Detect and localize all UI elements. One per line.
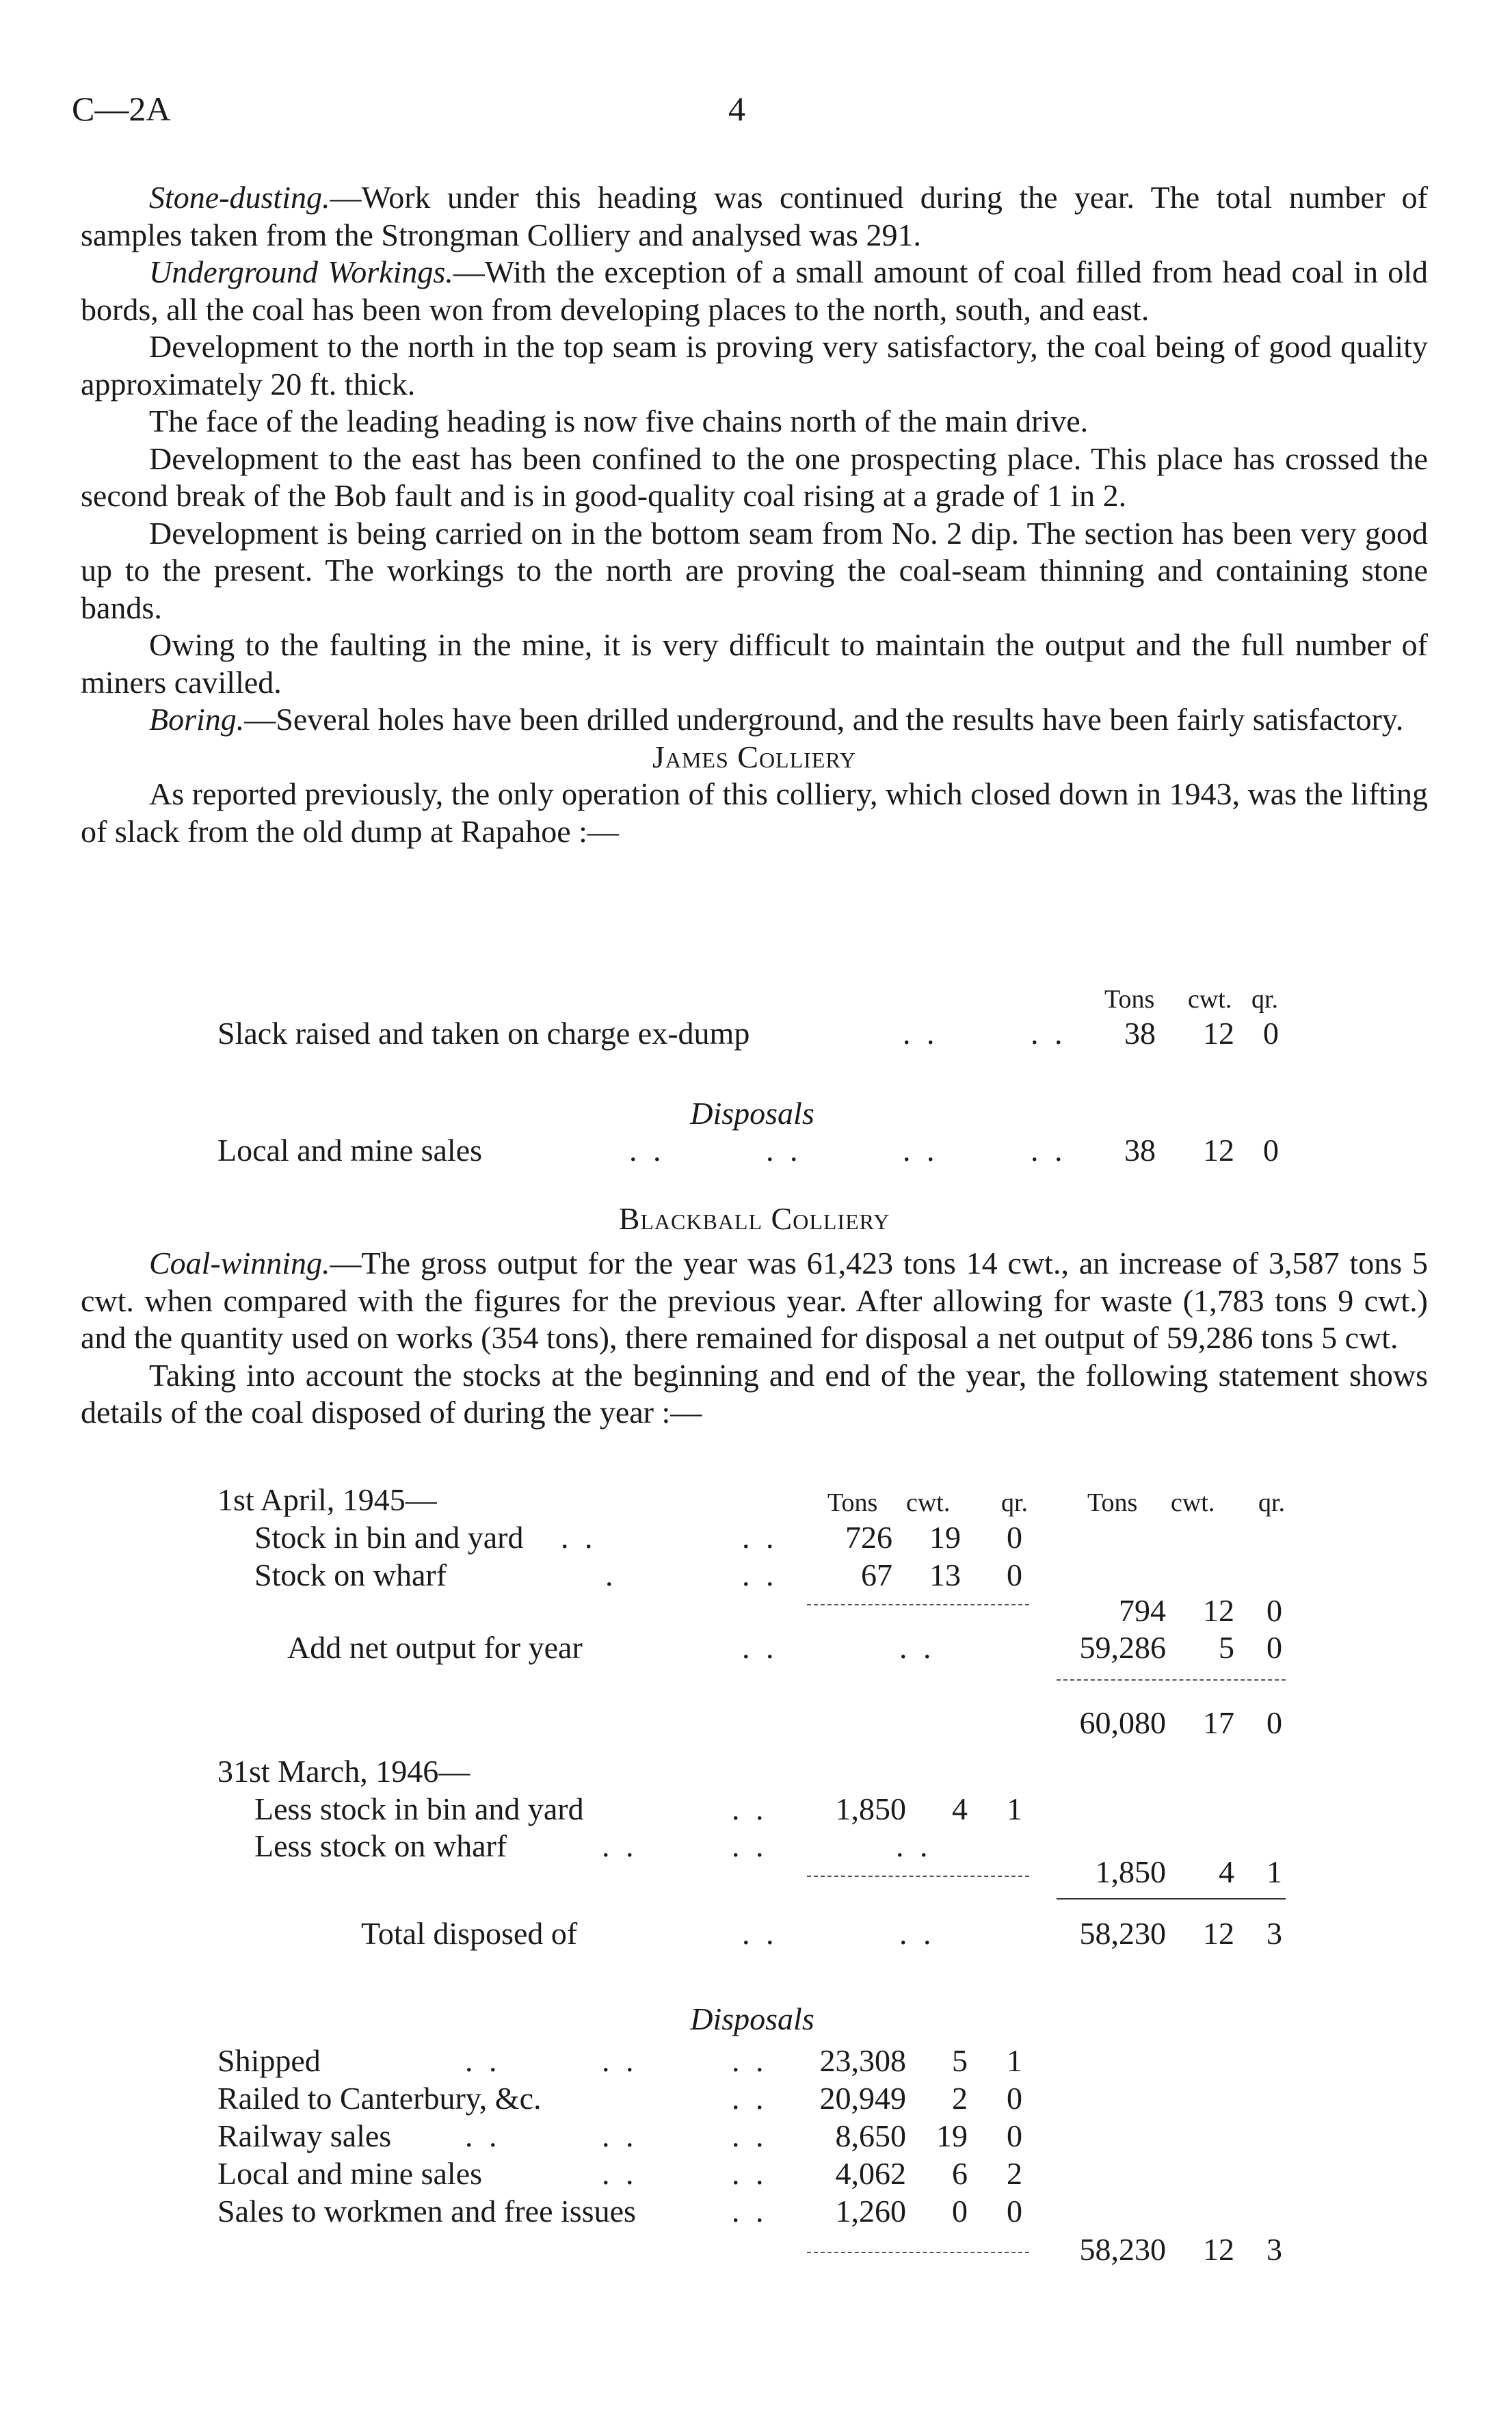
james-row-local-tons: 38 <box>1124 1133 1156 1168</box>
stmt-stock-bin-tons: 726 <box>845 1520 892 1555</box>
james-disposals-heading: Disposals <box>690 1096 814 1131</box>
disposal-label: Railed to Canterbury, &c. <box>217 2081 542 2116</box>
stmt-subtotal2-tons: 60,080 <box>1079 1705 1166 1740</box>
stmt-col-tons-2: Tons <box>1087 1488 1138 1517</box>
leader-dots: . . <box>602 1828 638 1863</box>
stmt-col-tons-1: Tons <box>827 1488 878 1517</box>
stmt-less-total-cwt: 4 <box>1219 1854 1234 1889</box>
heading-stone-dusting: Stone-dusting. <box>149 180 330 215</box>
stmt-net-output-tons: 59,286 <box>1079 1630 1166 1665</box>
stmt-stock-bin-label: Stock in bin and yard <box>254 1520 524 1555</box>
james-row-slack-tons: 38 <box>1124 1016 1156 1051</box>
stmt-less-bin-cwt: 4 <box>952 1791 968 1826</box>
leader-dots: . . <box>899 1916 936 1951</box>
rule-subtotal-2 <box>1057 1679 1286 1681</box>
leader-dots: . . <box>899 1630 936 1665</box>
rule-less-total <box>807 1876 1029 1877</box>
stmt-less-bin-tons: 1,850 <box>835 1791 906 1826</box>
leader-dots: . . <box>896 1828 932 1863</box>
leader-dots: . . <box>602 2118 638 2153</box>
stmt-less-total-tons: 1,850 <box>1095 1854 1166 1889</box>
stmt-stock-wharf-qr: 0 <box>1007 1558 1022 1592</box>
disposal-cwt: 5 <box>952 2043 968 2078</box>
blackball-disposals-heading: Disposals <box>690 2001 814 2036</box>
document-code: C—2A <box>72 90 171 128</box>
leader-dots: . . <box>602 2043 638 2078</box>
leader-dots: . . <box>1031 1016 1067 1051</box>
paragraph-faulting: Owing to the faulting in the mine, it is very difficult to maintain the output and the full number of miners cavilled. <box>81 627 1428 700</box>
disposal-cwt: 0 <box>952 2194 968 2229</box>
disposal-label: Railway sales <box>217 2118 392 2153</box>
heading-boring: Boring. <box>149 702 245 737</box>
stmt-stock-wharf-tons: 67 <box>861 1558 892 1592</box>
text-stone-dusting: —Work under this heading was continued during the year. The total number of samples taken from the Strongman Colliery and analysed was 291. <box>81 180 1428 252</box>
james-row-slack-cwt: 12 <box>1203 1016 1234 1051</box>
text-boring: —Several holes have been drilled underground, and the results have been fairly satisfactory. <box>244 702 1404 737</box>
text-underground: —With the exception of a small amount of coal filled from head coal in old bords, all the coal has been won from developing places to the north, south, and east. <box>81 254 1429 327</box>
stmt-col-cwt-1: cwt. <box>906 1488 951 1517</box>
disposals-total-tons: 58,230 <box>1079 2232 1166 2267</box>
james-row-local-cwt: 12 <box>1203 1133 1234 1168</box>
stmt-subtotal2-cwt: 17 <box>1203 1705 1234 1740</box>
paragraph-face: The face of the leading heading is now five chains north of the main drive. <box>149 404 1089 438</box>
paragraph-underground <box>81 254 1428 328</box>
body-text <box>81 179 1428 850</box>
stmt-stock-bin-qr: 0 <box>1007 1520 1022 1555</box>
disposal-tons: 1,260 <box>835 2194 906 2229</box>
disposal-qr: 0 <box>1007 2118 1022 2153</box>
disposals-total-qr: 3 <box>1266 2232 1282 2267</box>
stmt-total-cwt: 12 <box>1203 1916 1234 1951</box>
blackball-text <box>81 1245 1428 1432</box>
section-heading-james: James Colliery <box>652 739 857 774</box>
paragraph-bottom-seam: Development is being carried on in the bottom seam from No. 2 dip. The section has been very good up to the present. The workings to the north are proving the coal-seam thinning and containing stone bands. <box>81 515 1428 625</box>
heading-underground: Underground Workings. <box>149 254 453 289</box>
stmt-subtotal2-qr: 0 <box>1266 1705 1282 1740</box>
leader-dots: . . <box>465 2043 501 2078</box>
leader-dots: . . <box>732 2156 768 2191</box>
disposal-cwt: 2 <box>952 2081 968 2116</box>
james-row-local-label: Local and mine sales <box>217 1133 483 1168</box>
stmt-subtotal1-cwt: 12 <box>1203 1593 1234 1628</box>
james-row-local-qr: 0 <box>1263 1133 1279 1168</box>
stmt-date-end: 31st March, 1946— <box>217 1754 470 1789</box>
stmt-total-qr: 3 <box>1266 1916 1282 1951</box>
leader-dots: . . <box>629 1133 665 1168</box>
disposal-tons: 4,062 <box>835 2156 906 2191</box>
disposal-label: Sales to workmen and free issues <box>217 2194 636 2229</box>
james-col-tons: Tons <box>1104 985 1155 1014</box>
stmt-col-cwt-2: cwt. <box>1171 1488 1215 1517</box>
stmt-net-output-label: Add net output for year <box>287 1630 583 1665</box>
rule-total <box>1057 1898 1286 1900</box>
stmt-subtotal1-tons: 794 <box>1119 1593 1166 1628</box>
page-number: 4 <box>728 90 745 128</box>
stmt-less-total-qr: 1 <box>1266 1854 1282 1889</box>
disposal-qr: 2 <box>1007 2156 1022 2191</box>
stmt-less-bin-label: Less stock in bin and yard <box>254 1791 584 1826</box>
leader-dots: . <box>605 1558 618 1592</box>
leader-dots: . . <box>732 2118 768 2153</box>
leader-dots: . . <box>903 1016 939 1051</box>
leader-dots: . . <box>732 2081 768 2116</box>
leader-dots: . . <box>732 2043 768 2078</box>
paragraph-east: Development to the east has been confined to the one prospecting place. This place has crossed the second break of the Bob fault and is in good-quality coal rising at a grade of 1 in 2. <box>81 441 1428 513</box>
leader-dots: . . <box>742 1558 778 1592</box>
rule-subtotal-1 <box>807 1604 1029 1605</box>
disposal-cwt: 6 <box>952 2156 968 2191</box>
paragraph-james-intro: As reported previously, the only operation of this colliery, which closed down in 1943, was the lifting of slack from the old dump at Rapahoe :— <box>81 776 1428 849</box>
stmt-stock-wharf-cwt: 13 <box>929 1558 961 1592</box>
leader-dots: . . <box>602 2156 638 2191</box>
disposals-total-cwt: 12 <box>1203 2232 1234 2267</box>
leader-dots: . . <box>1031 1133 1067 1168</box>
stmt-net-output-qr: 0 <box>1266 1630 1282 1665</box>
leader-dots: . . <box>732 2194 768 2229</box>
stmt-less-bin-qr: 1 <box>1007 1791 1022 1826</box>
text-coal-winning: —The gross output for the year was 61,423 tons 14 cwt., an increase of 3,587 tons 5 cwt. when compared with the figures for the previous year. After allowing for waste (1,783 tons 9 cwt.) and the quantity used on works (354 tons), there remained for disposal a net output of 59,286 tons 5 cwt. <box>81 1246 1428 1355</box>
stmt-stock-wharf-label: Stock on wharf <box>254 1558 447 1592</box>
paragraph-stone-dusting <box>81 179 1428 254</box>
rule-disposals-total <box>807 2252 1029 2253</box>
james-col-qr: qr. <box>1251 985 1279 1014</box>
stmt-total-label: Total disposed of <box>361 1916 578 1951</box>
disposal-qr: 0 <box>1007 2194 1022 2229</box>
stmt-col-qr-1: qr. <box>1001 1488 1029 1517</box>
paragraph-coal-winning <box>81 1245 1428 1357</box>
disposal-cwt: 19 <box>936 2118 968 2153</box>
paragraph-boring <box>81 701 1428 739</box>
james-row-slack-label: Slack raised and taken on charge ex-dump <box>217 1016 750 1051</box>
paragraph-stocks-intro: Taking into account the stocks at the beginning and end of the year, the following statement shows details of the coal disposed of during the year :— <box>81 1357 1428 1430</box>
leader-dots: . . <box>742 1630 778 1665</box>
stmt-subtotal1-qr: 0 <box>1266 1593 1282 1628</box>
leader-dots: . . <box>732 1828 768 1863</box>
leader-dots: . . <box>561 1520 597 1555</box>
leader-dots: . . <box>465 2118 501 2153</box>
james-col-cwt: cwt. <box>1188 985 1232 1014</box>
leader-dots: . . <box>742 1916 778 1951</box>
stmt-date-start: 1st April, 1945— <box>217 1482 437 1517</box>
leader-dots: . . <box>732 1791 768 1826</box>
leader-dots: . . <box>903 1133 939 1168</box>
james-row-slack-qr: 0 <box>1263 1016 1279 1051</box>
paragraph-north: Development to the north in the top seam is proving very satisfactory, the coal being of good quality approximately 20 ft. thick. <box>81 329 1428 402</box>
stmt-col-qr-2: qr. <box>1258 1488 1286 1517</box>
stmt-stock-bin-cwt: 19 <box>929 1520 961 1555</box>
stmt-less-wharf-label: Less stock on wharf <box>254 1828 507 1863</box>
leader-dots: . . <box>742 1520 778 1555</box>
disposal-qr: 1 <box>1007 2043 1022 2078</box>
section-heading-blackball: Blackball Colliery <box>618 1201 890 1236</box>
disposal-tons: 8,650 <box>835 2118 906 2153</box>
disposal-tons: 20,949 <box>819 2081 906 2116</box>
disposal-label: Local and mine sales <box>217 2156 483 2191</box>
disposal-label: Shipped <box>217 2043 321 2078</box>
disposal-tons: 23,308 <box>819 2043 906 2078</box>
stmt-total-tons: 58,230 <box>1079 1916 1166 1951</box>
heading-coal-winning: Coal-winning. <box>149 1246 330 1280</box>
leader-dots: . . <box>766 1133 802 1168</box>
stmt-net-output-cwt: 5 <box>1219 1630 1234 1665</box>
disposal-qr: 0 <box>1007 2081 1022 2116</box>
